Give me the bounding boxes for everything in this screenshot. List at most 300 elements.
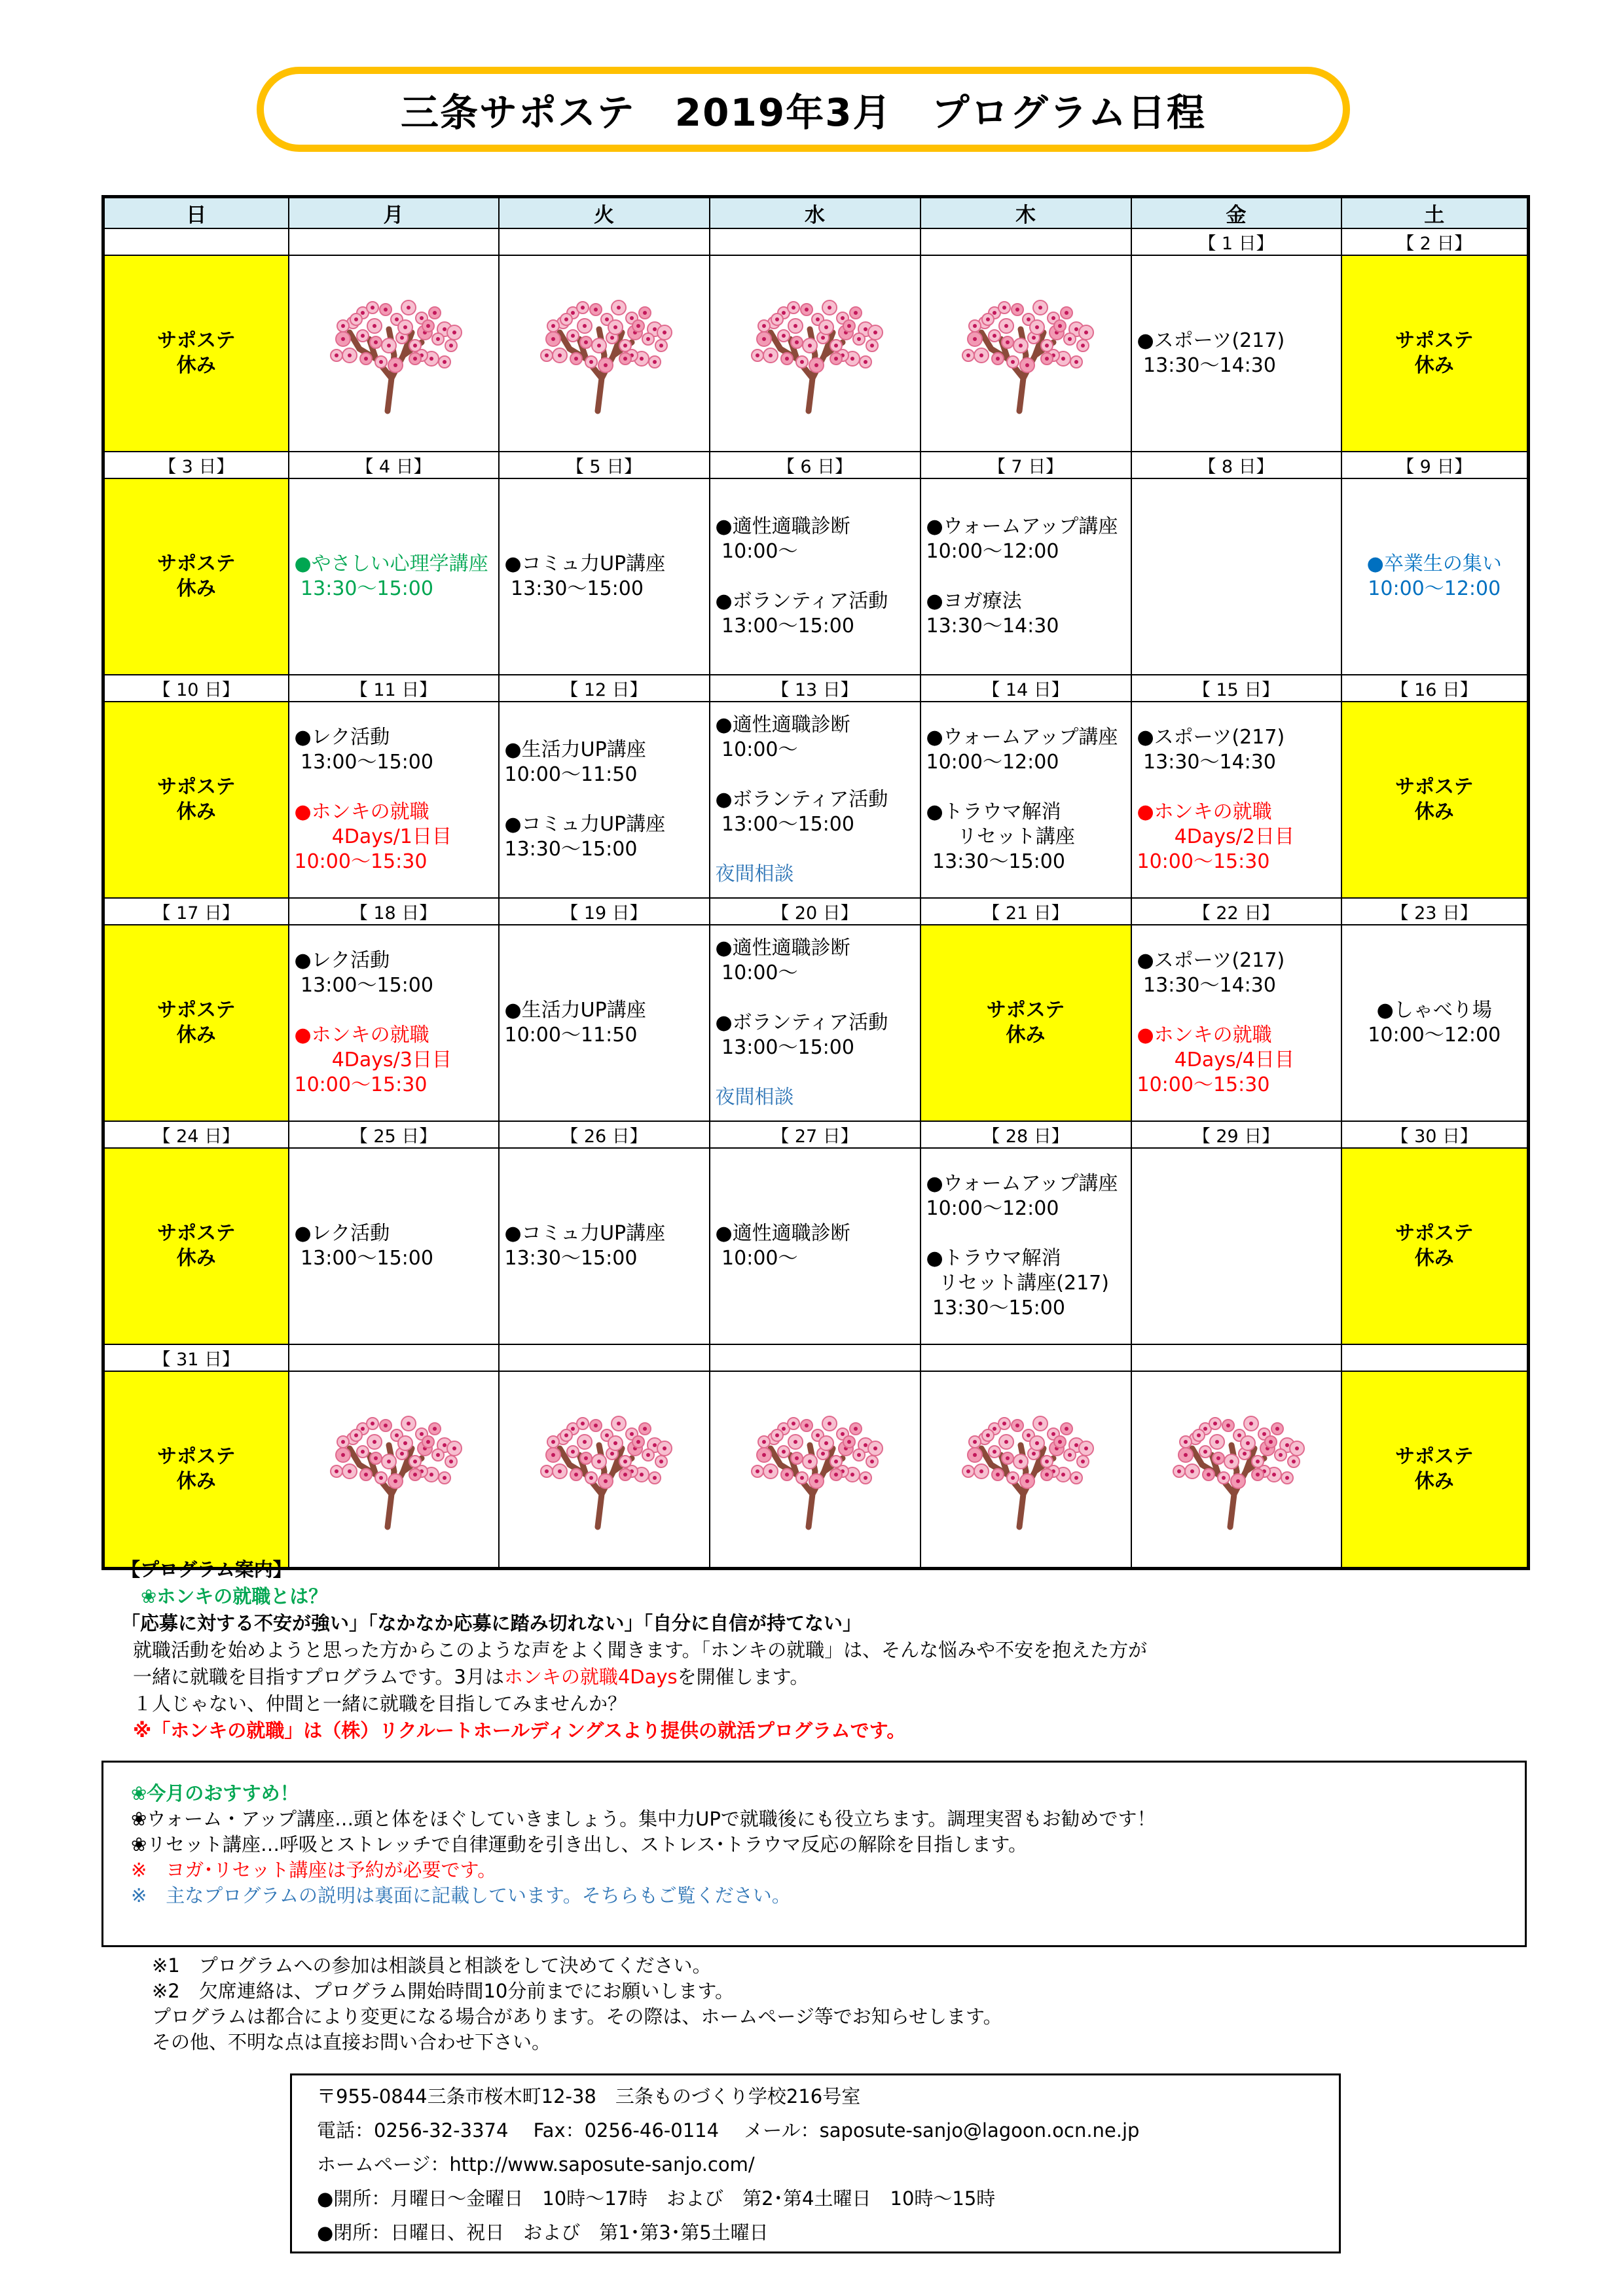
blossom-center [429,1473,433,1477]
week-row [103,1371,1529,1569]
program-line: 13:30～15:00 [504,577,644,600]
date-label-sat: 【 23 日】 [1341,898,1529,925]
program-line: ●しゃべり場 [1376,999,1492,1022]
blossom-center [864,1443,867,1447]
date-label-thu: 【 21 日】 [921,898,1131,925]
program-line: 13:30～15:00 [294,577,433,600]
blossom-center [636,324,640,328]
blossom-center [545,1469,549,1473]
decoration-cell [289,255,499,452]
blossom-center [589,360,593,364]
program-list [500,738,709,862]
blossom-center [850,357,854,361]
blossom-center [400,336,404,340]
date-label-wed: 【 6 日】 [710,452,921,478]
program-line: 夜間相談 [715,863,794,886]
blossom-center [1015,1424,1019,1427]
blossom-center [1295,1446,1299,1450]
blossom-center [841,316,845,320]
blossom-center [564,317,568,321]
blossom-center [341,337,345,341]
closed-day-label: サポステ 休み [157,552,236,600]
closed-day-cell [103,1148,289,1344]
program-line [716,564,915,589]
date-label-mon [289,1344,499,1371]
program-line [295,998,493,1023]
program-line: ●ボランティア活動 [715,788,888,811]
program-cell [710,478,921,675]
blossom-center [1074,1476,1078,1480]
blossom-center [420,316,424,320]
blossom-center [805,308,809,312]
weekday-mon: 月 [289,197,499,229]
blossom-center [371,1422,374,1426]
blossom-center [1065,311,1068,315]
program-line: ●ホンキの就職 [1137,1024,1272,1047]
date-label-sun: 【 31 日】 [103,1344,289,1371]
program-line: ●コミュ力UP講座 [504,1222,666,1245]
blossom-center [870,344,874,348]
program-line: ●トラウマ解消 [926,800,1061,823]
blossom-center [1004,324,1008,328]
program-line: 13:30～14:30 [926,615,1059,637]
blossom-center [1032,336,1036,340]
blossom-center [979,353,983,357]
blossom-center [613,1441,617,1445]
honki-paragraph-1: 就職活動を始めようと思った方からこのような声をよく聞きます。「ホンキの就職」は、そんな悩みや不安を抱えた方が [133,1639,1148,1661]
blossom-center [604,1479,608,1483]
date-label-wed [710,228,921,255]
weekday-sat: 土 [1341,197,1529,229]
blossom-center [574,1473,578,1477]
blossom-center [785,1473,789,1477]
blossom-center [584,340,588,344]
blossom-center [986,317,990,321]
program-line: 10:00～12:00 [926,1197,1059,1220]
blossom-center [348,1469,352,1473]
blossom-center [413,1460,417,1463]
blossom-center [1058,324,1062,328]
blossom-center [864,327,867,331]
program-line: 4Days/4日目 [1137,1049,1294,1071]
date-label-sat: 【 9 日】 [1341,452,1529,478]
contact-phone: 電話：0256-32-3374 Fax：0256-46-0114 メール：saposute-sanjo@lagoon.ocn.ne.jp [317,2119,1140,2142]
blossom-center [966,1469,970,1473]
date-label-fri: 【 29 日】 [1131,1121,1341,1148]
week-row [103,478,1529,675]
closed-day-cell [1341,1148,1529,1344]
blossom-center [814,1479,818,1483]
blossom-center [594,1424,598,1427]
blossom-center [1068,337,1072,341]
blossom-center [1177,1469,1181,1473]
blossom-center [973,337,977,341]
contact-homepage[interactable]: ホームページ：http://www.saposute-sanjo.com/ [317,2153,755,2176]
blossom-center [545,353,549,357]
blossom-center [1019,344,1023,348]
blossom-center [1285,1443,1289,1447]
date-label-tue [499,1344,710,1371]
weekday-thu: 木 [921,197,1131,229]
blossom-center [828,306,831,310]
blossom-center [816,317,820,321]
blossom-center [583,1440,587,1444]
blossom-center [1279,1453,1283,1457]
blossom-center [449,344,453,348]
date-label-tue: 【 12 日】 [499,675,710,702]
program-line: 10:00～11:50 [504,763,638,786]
date-label-sat: 【 16 日】 [1341,675,1529,702]
blossom-center [979,1469,983,1473]
blossom-center [379,360,383,364]
program-line: ●適性適職診断 [715,713,850,736]
program-line: リセット講座 [926,825,1075,848]
blossom-center [335,353,338,357]
blossom-center [775,317,779,321]
blossom-center [1058,1440,1062,1444]
program-list [1342,998,1527,1048]
blossom-center [785,357,789,361]
blossom-center [413,344,417,348]
blossom-center [1230,1460,1233,1463]
blossom-center [581,1422,585,1426]
program-line [1137,998,1336,1023]
weekday-sun: 日 [103,197,289,229]
program-cell [499,1148,710,1344]
program-line [716,837,915,862]
program-line: ●スポーツ(217) [1137,329,1285,352]
program-line: 13:30～14:30 [1137,354,1276,377]
date-label-mon: 【 4 日】 [289,452,499,478]
blossom-center [610,1452,614,1456]
blossom-center [354,1433,358,1437]
contact-box [290,2073,1341,2253]
blossom-center [824,1441,828,1445]
closed-day-label: サポステ 休み [1395,1222,1474,1270]
program-line: 10:00～ [715,540,798,563]
blossom-center [1061,1473,1065,1477]
blossom-center [643,311,647,315]
program-line: ●ボランティア活動 [715,1011,888,1034]
contact-closed-days: ●閉所：日曜日、祝日 および 第1･第3･第5土曜日 [317,2221,769,2244]
blossom-center [1002,1422,1006,1426]
program-cell [921,702,1131,898]
cherry-blossom-tree-icon [1166,1409,1307,1530]
blossom-center [834,1460,838,1463]
program-line: ●生活力UP講座 [504,999,646,1022]
blossom-center [850,1473,854,1477]
blossom-center [371,306,374,310]
closed-day-cell [1341,255,1529,452]
blossom-center [659,1460,663,1463]
blossom-center [449,1460,453,1463]
blossom-center [426,324,430,328]
program-list [921,1172,1131,1321]
blossom-center [821,1452,825,1456]
blossom-center [341,1453,345,1457]
blossom-center [1061,357,1065,361]
blossom-center [1045,1460,1049,1463]
cherry-blossom-tree-icon [955,1409,1096,1530]
blossom-center [996,1473,1000,1477]
blossom-center [1051,1432,1055,1436]
blossom-center [379,1476,383,1480]
blossom-center [374,340,378,344]
date-label-wed: 【 20 日】 [710,898,921,925]
blossom-center [769,1469,773,1473]
blossom-center [407,1422,410,1426]
page-title [257,67,1350,152]
program-line: 4Days/1日目 [294,825,452,848]
program-list [921,725,1131,874]
blossom-center [1203,1427,1207,1431]
program-line: 13:00～15:00 [294,751,433,774]
program-cell [289,478,499,675]
closed-day-label: サポステ 休み [157,329,236,377]
program-line: 10:00～15:30 [1137,1073,1270,1096]
blossom-center [1237,1433,1241,1437]
program-cell [710,925,921,1121]
closed-day-cell [103,1371,289,1569]
blossom-center [452,331,456,334]
program-cell [499,702,710,898]
blossom-center [847,324,851,328]
program-cell [1131,925,1341,1121]
blossom-center [1068,1453,1072,1457]
program-list [289,725,498,874]
program-line: 13:00～15:00 [294,974,433,997]
program-cell [1341,925,1529,1121]
blossom-center [335,1469,338,1473]
blossom-center [1038,306,1042,310]
closed-day-cell [1341,702,1529,898]
program-line: 10:00～15:30 [1137,850,1270,873]
blossom-center [387,344,391,348]
blossom-center [1256,1460,1260,1463]
closed-day-label: サポステ 休み [157,776,236,823]
program-line: 13:30～15:00 [926,1297,1065,1319]
program-cell [921,1148,1131,1344]
blossom-center [413,357,417,361]
program-line: ●コミュ力UP講座 [504,552,666,575]
blossom-center [762,1440,766,1444]
blossom-center [361,1450,365,1454]
blossom-center [1213,1422,1217,1426]
program-line: ●ウォームアップ講座 [926,726,1118,749]
program-cell [1131,255,1341,452]
blossom-center [864,1476,867,1480]
blossom-center [762,1453,766,1457]
blossom-center [800,360,804,364]
program-list [1342,552,1527,601]
blossom-center [841,1432,845,1436]
program-line: 夜間相談 [715,1086,794,1109]
blossom-center [782,311,786,315]
blossom-center [653,327,657,331]
blossom-center [558,1469,562,1473]
blossom-center [617,1422,621,1426]
cherry-blossom-tree-icon [323,293,464,414]
blossom-center [443,1443,447,1447]
blossom-center [814,363,818,367]
blossom-center [653,1476,657,1480]
blossom-center [400,1452,404,1456]
date-label-fri: 【 22 日】 [1131,898,1341,925]
program-line [926,1221,1125,1246]
recommend-line-1: ❀ウォーム・アップ講座…頭と体をほぐしていきましょう。集中力UPで就職後にも役立ちます。調理実習もお勧めです！ [131,1808,1156,1830]
closed-day-cell [921,925,1131,1121]
date-label-thu [921,1344,1131,1371]
blossom-center [663,331,666,334]
date-label-thu [921,228,1131,255]
program-cell [289,1148,499,1344]
blossom-center [436,337,440,341]
blossom-center [403,325,407,329]
blossom-center [373,1440,376,1444]
honki-paragraph-2 [121,1664,1529,1691]
program-line [505,787,704,812]
program-line: ●レク活動 [294,949,390,972]
date-label-fri: 【 8 日】 [1131,452,1341,478]
blossom-center [1025,1479,1029,1483]
closed-day-label: サポステ 休み [1395,329,1474,377]
closed-day-label: サポステ 休み [1395,776,1474,823]
blossom-center [756,353,759,357]
weekday-wed: 水 [710,197,921,229]
program-cell [1341,478,1529,675]
blossom-center [623,1473,627,1477]
blossom-center [613,325,617,329]
date-label-thu: 【 28 日】 [921,1121,1131,1148]
blossom-center [623,1460,627,1463]
program-line: 10:00～15:30 [294,850,428,873]
blossom-center [993,1427,996,1431]
date-label-sat: 【 30 日】 [1341,1121,1529,1148]
blossom-center [551,1440,555,1444]
blossom-center [589,1476,593,1480]
program-line: ●卒業生の集い [1366,552,1502,575]
program-line: ●適性適職診断 [715,515,850,538]
blossom-center [1197,1433,1201,1437]
cherry-blossom-tree-icon [744,1409,885,1530]
blossom-center [393,1479,397,1483]
decoration-cell [710,1371,921,1569]
program-line: ●レク活動 [294,1222,390,1245]
program-line: ●ウォームアップ講座 [926,515,1118,538]
program-line: 13:00～15:00 [715,1036,854,1059]
blossom-center [1006,340,1010,344]
blossom-center [452,1446,456,1450]
date-label-sun: 【 10 日】 [103,675,289,702]
program-cell [710,702,921,898]
blossom-center [605,317,609,321]
cherry-blossom-tree-icon [744,293,885,414]
blossom-center [571,334,575,338]
program-list [500,1221,709,1271]
program-line: 13:30～14:30 [1137,974,1276,997]
honki-title: ❀ホンキの就職とは？ [141,1585,328,1607]
blossom-center [373,324,376,328]
blossom-center [834,344,838,348]
note-1: ※1 プログラムへの参加は相談員と相談をして決めてください。 [152,1954,712,1977]
program-list [710,1221,920,1271]
weekday-header-row [103,197,1529,229]
program-line [926,775,1125,800]
blossom-center [834,1473,838,1477]
blossom-center [986,1433,990,1437]
blossom-center [429,357,433,361]
blossom-center [1272,1473,1276,1477]
closed-day-label: サポステ 休み [157,1222,236,1270]
program-cell [289,925,499,1121]
blossom-center [640,357,644,361]
page-title-text: 三条サポステ 2019年3月 プログラム日程 [400,90,1207,135]
blossom-center [996,357,1000,361]
blossom-center [808,344,812,348]
program-line: 10:00～12:00 [926,540,1059,563]
blossom-center [795,340,799,344]
blossom-center [1262,1432,1266,1436]
program-line [716,986,915,1011]
program-list [289,948,498,1098]
program-cell [710,1148,921,1344]
blossom-center [1256,1473,1260,1477]
blossom-center [1035,325,1039,329]
blossom-center [1019,1460,1023,1463]
blossom-center [604,363,608,367]
program-line: ●生活力UP講座 [504,738,646,761]
week-row [103,255,1529,452]
blossom-center [623,357,627,361]
blossom-center [756,1469,759,1473]
program-list [921,514,1131,639]
recommend-line-2: ❀リセット講座…呼吸とストレッチで自律運動を引き出し、ストレス･トラウマ反応の解除を目指します。 [131,1833,1028,1856]
blossom-center [1027,317,1030,321]
blossom-center [1045,357,1049,361]
blossom-center [805,1424,809,1427]
blossom-center [1045,1473,1049,1477]
program-cell [289,702,499,898]
blossom-center [1027,1433,1030,1437]
closed-day-cell [103,925,289,1121]
honki-paragraph-2-a: 一緒に就職を目指すプログラムです。3月は [133,1666,504,1688]
blossom-center [564,1433,568,1437]
decoration-cell [1131,1371,1341,1569]
blossom-center [993,1450,996,1454]
blossom-center [1051,316,1055,320]
honki-paragraph-3: １人じゃない、仲間と一緒に就職を目指してみませんか？ [133,1693,627,1715]
closed-day-cell [103,702,289,898]
blossom-center [1226,1424,1230,1427]
blossom-center [364,1473,368,1477]
blossom-center [1215,1440,1219,1444]
blossom-center [1292,1460,1296,1463]
program-guide-heading: 【プログラム案内】 [121,1558,292,1581]
blossom-center [1074,327,1078,331]
blossom-center [1269,1440,1273,1444]
blossom-center [782,1427,786,1431]
blossom-center [854,1427,858,1431]
honki-paragraph-2-b: を開催します。 [677,1666,809,1688]
blossom-center [1084,1446,1088,1450]
program-line [926,564,1125,589]
blossom-center [864,360,867,364]
blossom-center [433,311,437,315]
date-label-sun: 【 17 日】 [103,898,289,925]
blossom-center [361,1427,365,1431]
program-line: ●レク活動 [294,726,390,749]
blossom-center [571,1450,575,1454]
